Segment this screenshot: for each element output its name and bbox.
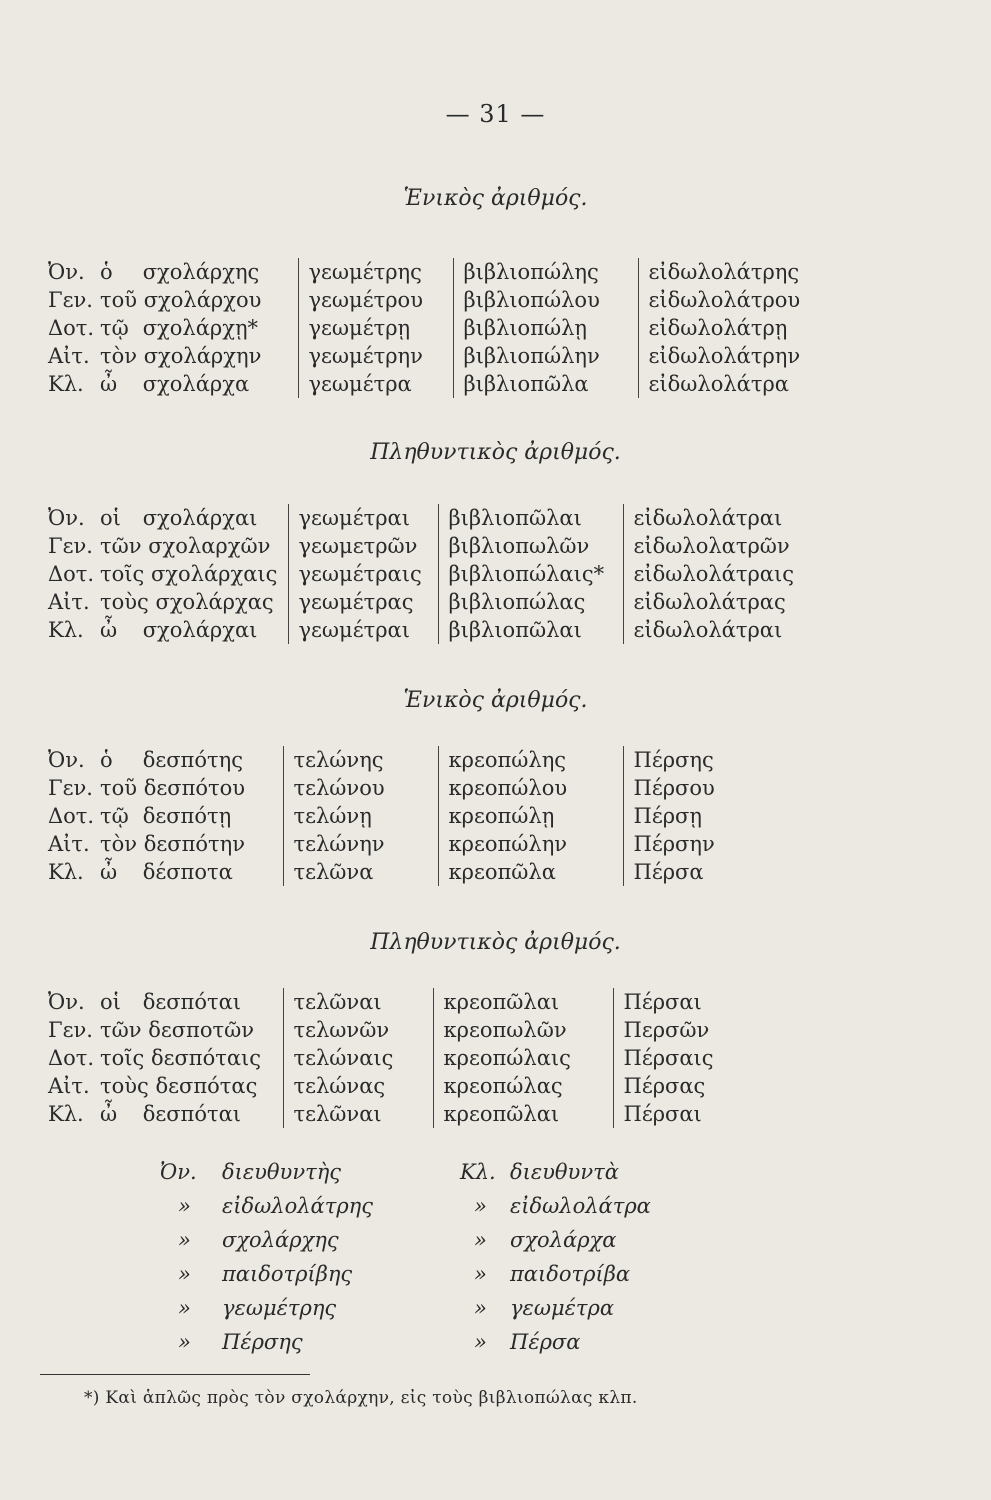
noun-form: τελῶναι [283, 988, 433, 1016]
declension-table [48, 746, 948, 886]
table-row [48, 802, 948, 830]
case-cell [48, 616, 288, 644]
noun-form: γεωμετρῶν [288, 532, 438, 560]
table-row [48, 258, 948, 286]
noun-form: τελωνῶν [283, 1016, 433, 1044]
noun-form: δεσποτῶν [148, 1018, 255, 1042]
vocative-form: γεωμέτρα [510, 1296, 615, 1320]
article: τοῦ [100, 776, 138, 800]
noun-form: γεωμέτρης [298, 258, 453, 286]
table-row [48, 988, 948, 1016]
noun-form: δεσπόται [142, 1102, 242, 1126]
noun-form: κρεοπώλας [433, 1072, 613, 1100]
nominative-form: παιδοτρίβης [222, 1262, 353, 1286]
ditto-mark: » [474, 1296, 487, 1320]
noun-form: βιβλιοπώλῃ [453, 314, 638, 342]
ditto-mark: » [178, 1330, 191, 1354]
noun-form: κρεοπῶλαι [433, 1100, 613, 1128]
case-cell [48, 1072, 283, 1100]
noun-form: εἰδωλολατρῶν [623, 532, 948, 560]
table-row [48, 1100, 948, 1128]
table-row [48, 532, 948, 560]
noun-form: Πέρσας [613, 1072, 948, 1100]
table-row [48, 616, 948, 644]
table-row [48, 1072, 948, 1100]
table-row [48, 1016, 948, 1044]
case-cell [48, 532, 288, 560]
article: τοῦ [100, 288, 138, 312]
case-cell [48, 314, 298, 342]
case-cell [48, 746, 283, 774]
article: τῷ [100, 316, 129, 340]
case-cell [48, 988, 283, 1016]
noun-form: Πέρσην [623, 830, 948, 858]
table-heading: Ἑνικὸς ἀριθμός. [403, 186, 588, 211]
ditto-mark: » [178, 1194, 191, 1218]
case-cell [48, 286, 298, 314]
noun-form: τελῶναι [283, 1100, 433, 1128]
noun-form: δέσποτα [142, 860, 233, 884]
noun-form: βιβλιοπῶλαι [438, 504, 623, 532]
noun-form: γεωμέτραις [288, 560, 438, 588]
noun-form: Περσῶν [613, 1016, 948, 1044]
summary-row [160, 1291, 860, 1325]
noun-form: κρεοπώλαις [433, 1044, 613, 1072]
vocative-form: παιδοτρίβα [510, 1262, 631, 1286]
vocative-summary [160, 1155, 860, 1359]
noun-form: κρεοπώλῃ [438, 802, 623, 830]
footnote: *) Καὶ ἁπλῶς πρὸς τὸν σχολάρχην, εἰς τοὺς βιβλιοπώλας κλπ. [84, 1388, 638, 1408]
table-heading: Ἑνικὸς ἀριθμός. [403, 688, 588, 713]
noun-form: τελώνας [283, 1072, 433, 1100]
noun-form: σχολαρχῶν [148, 534, 271, 558]
noun-form: κρεοπωλῶν [433, 1016, 613, 1044]
noun-form: εἰδωλολάτρα [638, 370, 948, 398]
table-row [48, 286, 948, 314]
noun-form: γεωμέτρην [298, 342, 453, 370]
noun-form: Πέρσαι [613, 1100, 948, 1128]
noun-form: σχολάρχην [143, 344, 262, 368]
article: τῶν [100, 1018, 142, 1042]
table-row [48, 560, 948, 588]
case-cell [48, 342, 298, 370]
summary-row [160, 1189, 860, 1223]
case-label: Ὀν. [48, 506, 85, 530]
noun-form: σχολάρχαι [142, 506, 258, 530]
declension-table [48, 504, 948, 644]
case-cell [48, 588, 288, 616]
noun-form: βιβλιοπῶλα [453, 370, 638, 398]
vocative-form: σχολάρχα [510, 1228, 617, 1252]
noun-form: βιβλιοπώλου [453, 286, 638, 314]
noun-form: βιβλιοπωλῶν [438, 532, 623, 560]
case-cell [48, 858, 283, 886]
ditto-mark: » [474, 1194, 487, 1218]
table-row [48, 504, 948, 532]
noun-form: γεωμέτρου [298, 286, 453, 314]
noun-form: βιβλιοπώλας [438, 588, 623, 616]
case-label: Κλ. [48, 372, 84, 396]
article: ὦ [100, 1102, 118, 1126]
case-label: Δοτ. [48, 1046, 95, 1070]
ditto-mark: » [178, 1296, 191, 1320]
noun-form: κρεοπώλης [438, 746, 623, 774]
vocative-form: Πέρσα [510, 1330, 581, 1354]
noun-form: δεσπότου [143, 776, 246, 800]
summary-row [160, 1325, 860, 1359]
nominative-form: εἰδωλολάτρης [222, 1194, 374, 1218]
noun-form: γεωμέτρας [288, 588, 438, 616]
ditto-mark: » [474, 1262, 487, 1286]
noun-form: Πέρσης [623, 746, 948, 774]
case-label: Αἰτ. [48, 344, 90, 368]
case-cell [48, 560, 288, 588]
case-label: Κλ. [48, 860, 84, 884]
case-label: Αἰτ. [48, 590, 90, 614]
noun-form: δεσπότῃ [142, 804, 232, 828]
noun-form: κρεοπώλην [438, 830, 623, 858]
noun-form: Πέρσαις [613, 1044, 948, 1072]
case-label: Κλ. [48, 618, 84, 642]
article: τῷ [100, 804, 129, 828]
noun-form: τελῶνα [283, 858, 438, 886]
noun-form: δεσπότης [142, 748, 243, 772]
noun-form: τελώνης [283, 746, 438, 774]
vocative-form: διευθυντὰ [510, 1160, 619, 1184]
noun-form: σχολάρχαι [142, 618, 258, 642]
noun-form: εἰδωλολάτρου [638, 286, 948, 314]
noun-form: κρεοπῶλαι [433, 988, 613, 1016]
noun-form: εἰδωλολάτραι [623, 504, 948, 532]
case-cell [48, 802, 283, 830]
summary-row [160, 1257, 860, 1291]
noun-form: Πέρσα [623, 858, 948, 886]
article: οἱ [100, 506, 121, 530]
table-row [48, 830, 948, 858]
article: οἱ [100, 990, 121, 1014]
table-heading: Πληθυντικὸς ἀριθμός. [370, 440, 621, 465]
case-label: Ὀν. [160, 1160, 197, 1184]
table-row [48, 1044, 948, 1072]
noun-form: σχολάρχας [155, 590, 274, 614]
noun-form: εἰδωλολάτρης [638, 258, 948, 286]
noun-form: βιβλιοπῶλαι [438, 616, 623, 644]
noun-form: δεσπόται [142, 990, 242, 1014]
noun-form: σχολάρχα [142, 372, 250, 396]
case-label: Αἰτ. [48, 1074, 90, 1098]
nominative-form: γεωμέτρης [222, 1296, 337, 1320]
article: τὸν [100, 832, 138, 856]
noun-form: γεωμέτρῃ [298, 314, 453, 342]
noun-form: τελώνῃ [283, 802, 438, 830]
article: ὦ [100, 618, 118, 642]
case-label: Δοτ. [48, 316, 95, 340]
ditto-mark: » [178, 1262, 191, 1286]
noun-form: εἰδωλολάτρην [638, 342, 948, 370]
noun-form: σχολάρχαις [150, 562, 278, 586]
noun-form: σχολάρχης [142, 260, 260, 284]
noun-form: βιβλιοπώλην [453, 342, 638, 370]
ditto-mark: » [474, 1330, 487, 1354]
article: ὁ [100, 748, 113, 772]
case-cell [48, 774, 283, 802]
case-label: Κλ. [48, 1102, 84, 1126]
case-label: Ὀν. [48, 748, 85, 772]
article: τῶν [100, 534, 142, 558]
noun-form: δεσπότας [155, 1074, 258, 1098]
ditto-mark: » [474, 1228, 487, 1252]
table-row [48, 314, 948, 342]
noun-form: κρεοπῶλα [438, 858, 623, 886]
case-cell [48, 370, 298, 398]
noun-form: βιβλιοπώλαις* [438, 560, 623, 588]
noun-form: τελώναις [283, 1044, 433, 1072]
article: ὦ [100, 372, 118, 396]
case-cell [48, 1016, 283, 1044]
table-row [48, 746, 948, 774]
noun-form: γεωμέτραι [288, 504, 438, 532]
footnote-rule [40, 1374, 310, 1375]
noun-form: σχολάρχου [143, 288, 262, 312]
case-cell [48, 504, 288, 532]
table-row [48, 858, 948, 886]
article: ὁ [100, 260, 113, 284]
noun-form: Πέρσου [623, 774, 948, 802]
case-label: Γεν. [48, 776, 93, 800]
case-cell [48, 258, 298, 286]
table-heading: Πληθυντικὸς ἀριθμός. [370, 930, 621, 955]
case-label: Αἰτ. [48, 832, 90, 856]
declension-table [48, 988, 948, 1128]
case-label: Ὀν. [48, 990, 85, 1014]
article: τοῖς [100, 562, 145, 586]
noun-form: δεσπότην [143, 832, 245, 856]
case-label: Γεν. [48, 1018, 93, 1042]
ditto-mark: » [178, 1228, 191, 1252]
case-label: Κλ. [460, 1160, 496, 1184]
noun-form: γεωμέτρα [298, 370, 453, 398]
table-row [48, 342, 948, 370]
article: τοὺς [100, 1074, 149, 1098]
case-label: Ὀν. [48, 260, 85, 284]
noun-form: κρεοπώλου [438, 774, 623, 802]
case-label: Δοτ. [48, 562, 95, 586]
noun-form: γεωμέτραι [288, 616, 438, 644]
nominative-form: σχολάρχης [222, 1228, 339, 1252]
table-row [48, 774, 948, 802]
noun-form: εἰδωλολάτρας [623, 588, 948, 616]
article: τοὺς [100, 590, 149, 614]
noun-form: εἰδωλολάτραι [623, 616, 948, 644]
article: ὦ [100, 860, 118, 884]
nominative-form: διευθυντὴς [222, 1160, 342, 1184]
article: τοῖς [100, 1046, 145, 1070]
case-cell [48, 830, 283, 858]
declension-table [48, 258, 948, 398]
noun-form: τελώνου [283, 774, 438, 802]
noun-form: Πέρσῃ [623, 802, 948, 830]
article: τὸν [100, 344, 138, 368]
summary-row [160, 1155, 860, 1189]
table-row [48, 370, 948, 398]
summary-row [160, 1223, 860, 1257]
case-label: Γεν. [48, 288, 93, 312]
noun-form: εἰδωλολάτραις [623, 560, 948, 588]
nominative-form: Πέρσης [222, 1330, 303, 1354]
table-row [48, 588, 948, 616]
noun-form: σχολάρχῃ* [142, 316, 259, 340]
case-cell [48, 1100, 283, 1128]
case-label: Γεν. [48, 534, 93, 558]
noun-form: εἰδωλολάτρῃ [638, 314, 948, 342]
noun-form: Πέρσαι [613, 988, 948, 1016]
noun-form: δεσπόταις [150, 1046, 262, 1070]
case-cell [48, 1044, 283, 1072]
case-label: Δοτ. [48, 804, 95, 828]
page-number: — 31 — [445, 100, 546, 128]
vocative-form: εἰδωλολάτρα [510, 1194, 651, 1218]
noun-form: βιβλιοπώλης [453, 258, 638, 286]
noun-form: τελώνην [283, 830, 438, 858]
